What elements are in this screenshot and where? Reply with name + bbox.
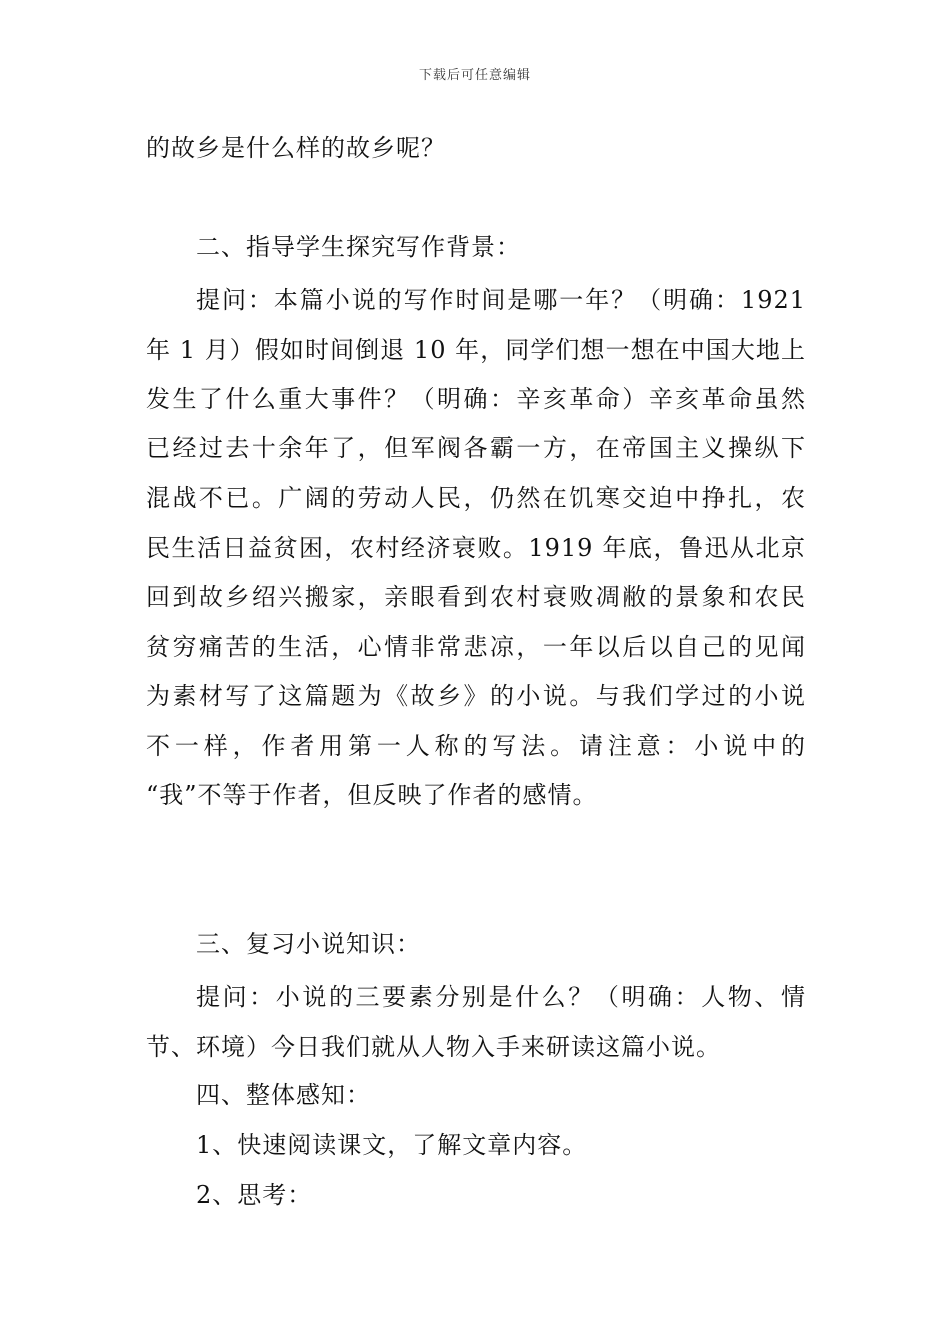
paragraph-line: 贫穷痛苦的生活，心情非常悲凉，一年以后以自己的见闻 bbox=[146, 633, 806, 661]
list-item: 1、快速阅读课文，了解文章内容。 bbox=[196, 1131, 588, 1159]
paragraph-line: 不一样，作者用第一人称的写法。请注意：小说中的 bbox=[146, 732, 806, 760]
section-heading: 二、指导学生探究写作背景： bbox=[196, 233, 521, 261]
page-header: 下载后可任意编辑 bbox=[418, 68, 531, 83]
paragraph-line: 提问：本篇小说的写作时间是哪一年？（明确：1921 bbox=[196, 286, 806, 314]
paragraph-line: 发生了什么重大事件？（明确：辛亥革命）辛亥革命虽然 bbox=[146, 385, 806, 413]
list-item: 2、思考： bbox=[196, 1181, 313, 1209]
paragraph-line: 为素材写了这篇题为《故乡》的小说。与我们学过的小说 bbox=[146, 682, 806, 710]
section-heading: 三、复习小说知识： bbox=[196, 930, 421, 958]
paragraph-line: 民生活日益贫困，农村经济衰败。1919 年底，鲁迅从北京 bbox=[146, 534, 806, 562]
paragraph-line: 提问：小说的三要素分别是什么？（明确：人物、情 bbox=[196, 983, 806, 1011]
paragraph-line: 混战不已。广阔的劳动人民，仍然在饥寒交迫中挣扎，农 bbox=[146, 484, 806, 512]
paragraph-line: 年 1 月）假如时间倒退 10 年，同学们想一想在中国大地上 bbox=[146, 336, 806, 364]
paragraph-line: “我”不等于作者，但反映了作者的感情。 bbox=[146, 781, 598, 809]
paragraph-line: 回到故乡绍兴搬家，亲眼看到农村衰败凋敝的景象和农民 bbox=[146, 583, 806, 611]
section-heading: 四、整体感知： bbox=[196, 1081, 371, 1109]
paragraph-line: 已经过去十余年了，但军阀各霸一方，在帝国主义操纵下 bbox=[146, 434, 806, 462]
paragraph-line: 的故乡是什么样的故乡呢？ bbox=[146, 134, 446, 162]
paragraph-line: 节、环境）今日我们就从人物入手来研读这篇小说。 bbox=[146, 1033, 721, 1061]
